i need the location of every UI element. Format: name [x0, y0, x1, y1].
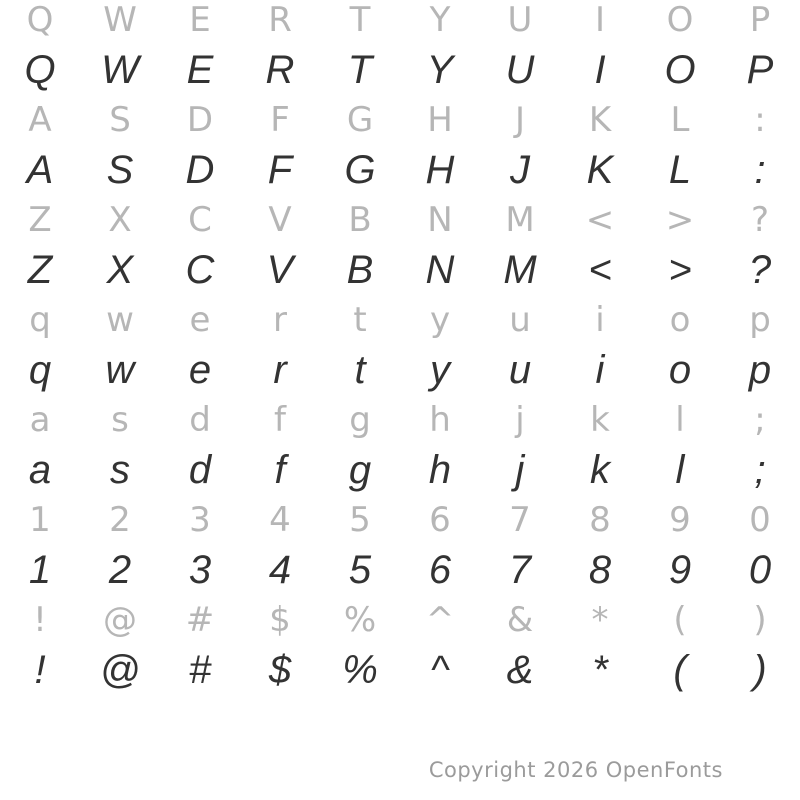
glyph-cell: t	[353, 300, 367, 340]
glyph-cell: g	[349, 400, 371, 440]
glyph-cell: g	[348, 448, 372, 492]
glyph-cell: R	[268, 0, 292, 40]
glyph-cell: y	[430, 348, 450, 392]
glyph-cell: Y	[426, 48, 454, 92]
glyph-cell: w	[105, 348, 135, 392]
glyph-cell: 5	[349, 500, 371, 540]
glyph-cell: a	[28, 448, 52, 492]
glyph-cell: H	[427, 100, 453, 140]
glyph-cell: r	[273, 300, 287, 340]
glyph-cell: $	[268, 648, 292, 692]
glyph-cell: l	[675, 448, 685, 492]
glyph-cell: $	[269, 600, 291, 640]
glyph-cell: p	[748, 348, 772, 392]
glyph-cell: f	[274, 400, 286, 440]
glyph-cell: 1	[28, 548, 52, 592]
glyph-cell: *	[591, 600, 609, 640]
glyph-cell: 2	[108, 548, 132, 592]
glyph-cell: D	[186, 100, 214, 140]
glyph-cell: h	[428, 448, 452, 492]
specimen-row-sample	[0, 395, 800, 445]
glyph-cell: C	[188, 200, 212, 240]
glyph-cell: *	[592, 648, 608, 692]
glyph-cell: G	[346, 100, 374, 140]
glyph-cell: 9	[669, 500, 691, 540]
glyph-cell: U	[505, 48, 535, 92]
glyph-cell: l	[675, 400, 685, 440]
glyph-cell: u	[509, 300, 531, 340]
glyph-cell: f	[274, 448, 286, 492]
glyph-cell: P	[746, 48, 774, 92]
glyph-cell: Y	[429, 0, 451, 40]
glyph-cell: E	[189, 0, 211, 40]
specimen-row-preview	[0, 645, 800, 695]
glyph-cell: W	[103, 0, 137, 40]
glyph-cell: ;	[754, 448, 766, 492]
glyph-cell: K	[588, 100, 612, 140]
glyph-cell: 8	[588, 548, 612, 592]
glyph-cell: 2	[109, 500, 131, 540]
glyph-cell: !	[33, 600, 47, 640]
glyph-cell: R	[265, 48, 295, 92]
specimen-row-preview	[0, 345, 800, 395]
glyph-cell: 7	[508, 548, 532, 592]
glyph-cell: 4	[269, 500, 291, 540]
glyph-cell: :	[754, 148, 766, 192]
glyph-cell: ?	[748, 248, 772, 292]
glyph-cell: <	[585, 200, 615, 240]
glyph-cell: X	[108, 200, 132, 240]
glyph-cell: d	[189, 400, 211, 440]
glyph-cell: o	[668, 348, 692, 392]
glyph-cell: D	[185, 148, 215, 192]
glyph-cell: S	[109, 100, 131, 140]
glyph-cell: 0	[749, 500, 771, 540]
glyph-cell: M	[503, 248, 537, 292]
glyph-cell: 6	[428, 548, 452, 592]
glyph-cell: O	[666, 0, 694, 40]
glyph-cell: (	[673, 600, 687, 640]
glyph-cell: A	[28, 100, 52, 140]
glyph-cell: T	[347, 48, 373, 92]
glyph-cell: t	[354, 348, 366, 392]
glyph-cell: i	[595, 300, 605, 340]
glyph-cell: C	[185, 248, 215, 292]
glyph-cell: &	[506, 600, 534, 640]
glyph-cell: ^	[430, 648, 450, 692]
glyph-cell: 4	[268, 548, 292, 592]
glyph-cell: >	[668, 248, 692, 292]
glyph-cell: B	[348, 200, 372, 240]
glyph-cell: T	[349, 0, 371, 40]
glyph-cell: A	[26, 148, 54, 192]
glyph-cell: ?	[750, 200, 770, 240]
glyph-cell: >	[665, 200, 695, 240]
glyph-cell: V	[266, 248, 294, 292]
glyph-cell: S	[106, 148, 134, 192]
glyph-cell: s	[111, 400, 129, 440]
glyph-cell: 9	[668, 548, 692, 592]
specimen-row-sample	[0, 495, 800, 545]
glyph-cell: 1	[29, 500, 51, 540]
glyph-cell: J	[510, 148, 530, 192]
glyph-cell: Z	[27, 248, 53, 292]
glyph-cell: W	[101, 48, 139, 92]
glyph-cell: !	[34, 648, 46, 692]
glyph-cell: :	[754, 100, 766, 140]
glyph-cell: #	[185, 600, 215, 640]
specimen-row-preview	[0, 445, 800, 495]
glyph-cell: 5	[348, 548, 372, 592]
specimen-row-sample	[0, 195, 800, 245]
glyph-cell: N	[425, 248, 455, 292]
glyph-cell: <	[588, 248, 612, 292]
glyph-cell: N	[427, 200, 453, 240]
glyph-cell: r	[273, 348, 287, 392]
glyph-cell: q	[29, 300, 51, 340]
glyph-cell: u	[508, 348, 532, 392]
glyph-cell: 3	[189, 500, 211, 540]
glyph-cell: U	[507, 0, 533, 40]
glyph-cell: @	[103, 600, 137, 640]
glyph-cell: h	[429, 400, 451, 440]
glyph-cell: 7	[509, 500, 531, 540]
glyph-cell: Z	[28, 200, 52, 240]
glyph-cell: #	[188, 648, 212, 692]
glyph-cell: )	[753, 648, 767, 692]
glyph-cell: d	[188, 448, 212, 492]
glyph-cell: X	[106, 248, 134, 292]
glyph-cell: G	[344, 148, 376, 192]
glyph-cell: I	[594, 0, 606, 40]
glyph-cell: &	[506, 648, 534, 692]
glyph-cell: F	[267, 148, 293, 192]
specimen-row-sample	[0, 0, 800, 45]
glyph-cell: O	[664, 48, 696, 92]
glyph-cell: k	[590, 448, 610, 492]
glyph-cell: ^	[425, 600, 455, 640]
glyph-cell: j	[515, 448, 525, 492]
glyph-cell: 0	[748, 548, 772, 592]
glyph-cell: )	[753, 600, 767, 640]
glyph-cell: e	[189, 300, 211, 340]
glyph-cell: B	[346, 248, 374, 292]
glyph-cell: L	[670, 100, 690, 140]
glyph-cell: k	[590, 400, 610, 440]
glyph-cell: P	[749, 0, 771, 40]
glyph-cell: Q	[26, 0, 54, 40]
specimen-row-sample	[0, 95, 800, 145]
glyph-cell: p	[749, 300, 771, 340]
glyph-cell: 6	[429, 500, 451, 540]
glyph-cell: o	[669, 300, 691, 340]
glyph-cell: a	[29, 400, 51, 440]
glyph-cell: F	[270, 100, 290, 140]
glyph-cell: (	[673, 648, 687, 692]
glyph-cell: L	[668, 148, 692, 192]
specimen-row-preview	[0, 45, 800, 95]
glyph-cell: 8	[589, 500, 611, 540]
glyph-cell: I	[594, 48, 606, 92]
glyph-cell: 3	[188, 548, 212, 592]
glyph-cell: J	[514, 100, 526, 140]
specimen-row-preview	[0, 545, 800, 595]
glyph-cell: j	[515, 400, 525, 440]
glyph-cell: Q	[24, 48, 56, 92]
specimen-row-sample	[0, 595, 800, 645]
glyph-cell: K	[586, 148, 614, 192]
specimen-row-preview	[0, 245, 800, 295]
glyph-cell: E	[186, 48, 214, 92]
glyph-cell: %	[342, 648, 378, 692]
glyph-cell: s	[110, 448, 130, 492]
glyph-cell: y	[429, 300, 451, 340]
specimen-row-preview	[0, 145, 800, 195]
glyph-cell: e	[188, 348, 212, 392]
glyph-cell: @	[99, 648, 141, 692]
specimen-row-sample	[0, 295, 800, 345]
glyph-cell: q	[28, 348, 52, 392]
copyright-text: Copyright 2026 OpenFonts	[428, 758, 723, 782]
glyph-cell: %	[343, 600, 377, 640]
glyph-cell: M	[505, 200, 535, 240]
glyph-cell: ;	[754, 400, 766, 440]
glyph-cell: H	[425, 148, 455, 192]
glyph-cell: i	[595, 348, 605, 392]
glyph-cell: V	[268, 200, 292, 240]
glyph-cell: w	[106, 300, 134, 340]
